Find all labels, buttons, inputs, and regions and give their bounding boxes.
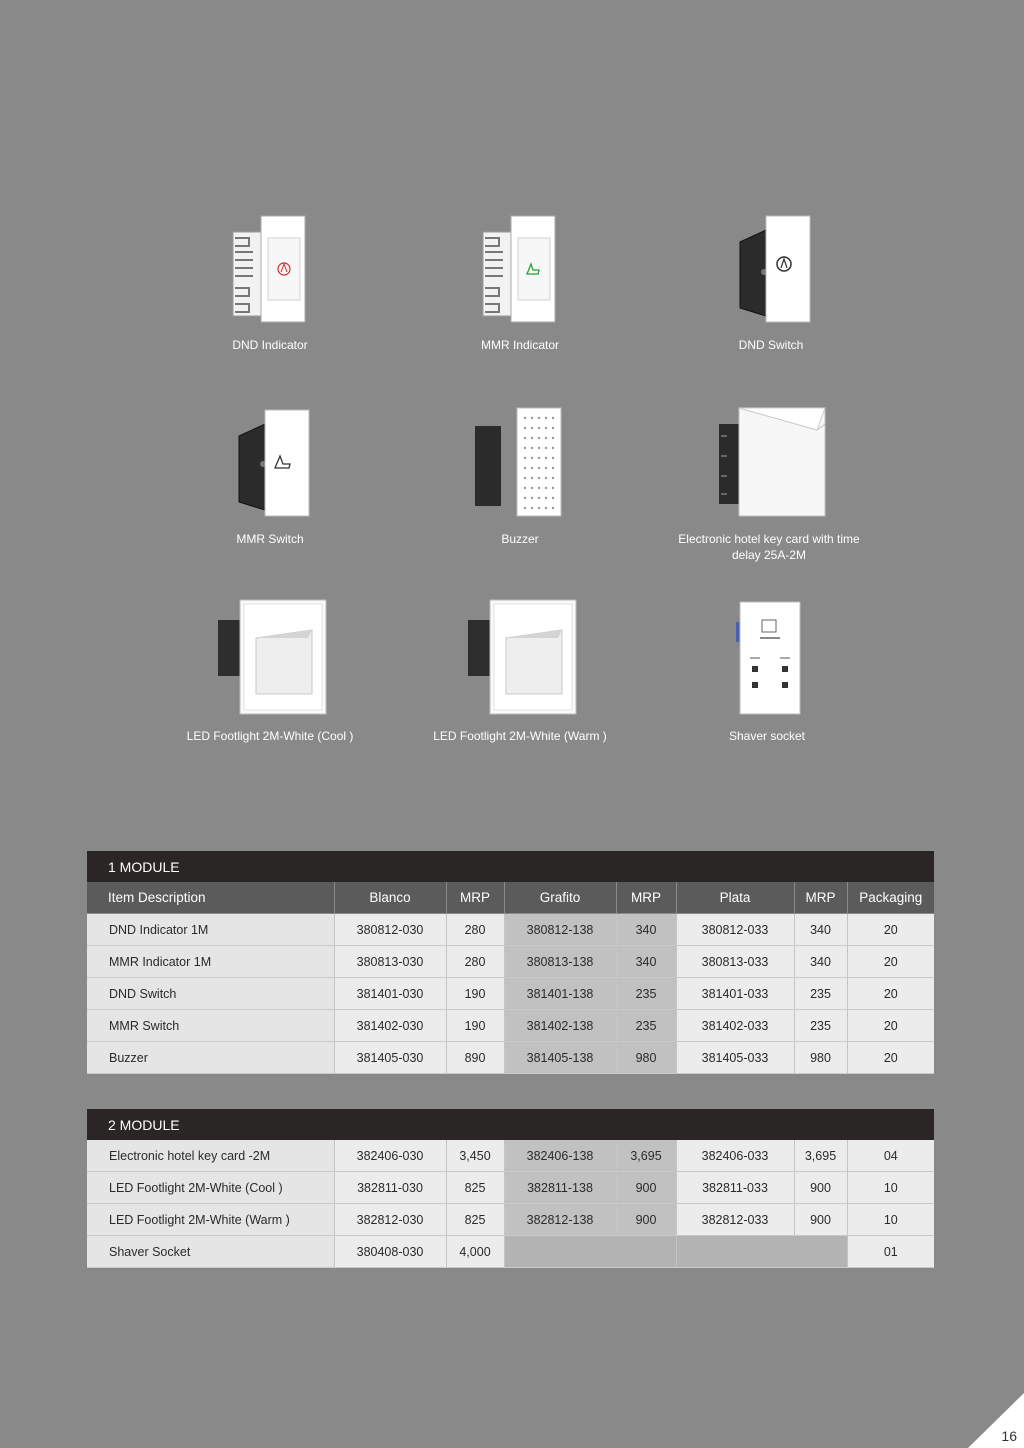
table-cell: 380408-030: [334, 1236, 446, 1268]
table-cell: LED Footlight 2M-White (Cool ): [87, 1172, 334, 1204]
product-mmr-indicator: [420, 212, 620, 353]
led-footlight-warm-icon: [460, 598, 580, 718]
led-footlight-cool-icon: [210, 598, 330, 718]
buzzer-device-icon: [475, 406, 565, 521]
table-cell: 381402-030: [334, 1010, 446, 1042]
column-header: MRP: [794, 882, 847, 914]
key-card-device-icon: [709, 406, 829, 521]
table-title: 2 MODULE: [87, 1109, 934, 1140]
table-cell: 340: [794, 914, 847, 946]
table-cell: 382406-138: [504, 1140, 616, 1172]
table-cell: 20: [847, 946, 934, 978]
table-cell: 381405-033: [676, 1042, 794, 1074]
table-cell: 382812-138: [504, 1204, 616, 1236]
table-cell: 190: [446, 1010, 504, 1042]
table-cell: 20: [847, 1042, 934, 1074]
table-cell: 20: [847, 914, 934, 946]
table-cell: 381402-033: [676, 1010, 794, 1042]
table-cell: 340: [794, 946, 847, 978]
table-cell: 235: [616, 1010, 676, 1042]
table-cell: 10: [847, 1204, 934, 1236]
column-header: MRP: [616, 882, 676, 914]
table-cell: 381401-033: [676, 978, 794, 1010]
column-header: Item Description: [87, 882, 334, 914]
product-caption: Electronic hotel key card with time delay 25A-2M: [678, 532, 860, 562]
table-cell: Shaver Socket: [87, 1236, 334, 1268]
product-buzzer: [420, 406, 620, 547]
table-cell: 381405-138: [504, 1042, 616, 1074]
table-cell: 900: [794, 1172, 847, 1204]
table-cell: 381402-138: [504, 1010, 616, 1042]
table-cell: 382811-030: [334, 1172, 446, 1204]
table-cell: 900: [616, 1172, 676, 1204]
product-caption: DND Switch: [738, 338, 804, 352]
two-module-price-table: [87, 1109, 934, 1268]
table-cell: 235: [794, 1010, 847, 1042]
table-cell: 3,695: [794, 1140, 847, 1172]
table-cell: 380812-030: [334, 914, 446, 946]
table-cell: 382406-030: [334, 1140, 446, 1172]
table-row: [87, 1236, 934, 1268]
empty-cell: [504, 1236, 676, 1268]
table-cell: Electronic hotel key card -2M: [87, 1140, 334, 1172]
table-cell: 382406-033: [676, 1140, 794, 1172]
product-caption: Shaver socket: [728, 729, 806, 743]
product-shaver-socket: [667, 598, 867, 744]
table-row: [87, 946, 934, 978]
table-cell: 380813-138: [504, 946, 616, 978]
product-key-card: [669, 406, 869, 563]
table-row: [87, 1042, 934, 1074]
table-cell: 900: [794, 1204, 847, 1236]
table-cell: 382811-138: [504, 1172, 616, 1204]
table-cell: Buzzer: [87, 1042, 334, 1074]
product-caption: Buzzer: [501, 532, 539, 546]
table-row: [87, 1204, 934, 1236]
product-caption: MMR Indicator: [480, 338, 560, 352]
table-cell: 01: [847, 1236, 934, 1268]
column-header: Grafito: [504, 882, 616, 914]
mmr-switch-device-icon: [225, 406, 315, 521]
product-mmr-switch: [170, 406, 370, 547]
table-cell: 380813-033: [676, 946, 794, 978]
product-caption: LED Footlight 2M-White (Cool ): [186, 729, 354, 743]
table-cell: 235: [616, 978, 676, 1010]
table-cell: 3,695: [616, 1140, 676, 1172]
product-led-footlight-warm: [420, 598, 620, 744]
table-cell: 980: [616, 1042, 676, 1074]
page-number-corner: [954, 1393, 1024, 1448]
table-cell: 4,000: [446, 1236, 504, 1268]
table-cell: 382812-033: [676, 1204, 794, 1236]
table-cell: 382811-033: [676, 1172, 794, 1204]
column-header: Plata: [676, 882, 794, 914]
table-cell: MMR Indicator 1M: [87, 946, 334, 978]
one-module-price-table: [87, 851, 934, 1074]
table-cell: 3,450: [446, 1140, 504, 1172]
column-header: Blanco: [334, 882, 446, 914]
table-cell: 280: [446, 946, 504, 978]
table-cell: 980: [794, 1042, 847, 1074]
table-cell: 340: [616, 914, 676, 946]
table-row: [87, 1172, 934, 1204]
table-cell: 825: [446, 1204, 504, 1236]
table-cell: DND Switch: [87, 978, 334, 1010]
table-row: [87, 1010, 934, 1042]
page-number: 16: [1001, 1428, 1017, 1444]
shaver-socket-icon: [722, 598, 812, 718]
product-caption: DND Indicator: [232, 338, 308, 352]
table-cell: 280: [446, 914, 504, 946]
table-row: [87, 1140, 934, 1172]
table-cell: 380813-030: [334, 946, 446, 978]
column-header: MRP: [446, 882, 504, 914]
table-cell: 825: [446, 1172, 504, 1204]
table-title: 1 MODULE: [87, 851, 934, 882]
product-caption: LED Footlight 2M-White (Warm ): [433, 729, 607, 743]
table-cell: 890: [446, 1042, 504, 1074]
table-cell: 380812-033: [676, 914, 794, 946]
table-cell: 900: [616, 1204, 676, 1236]
table-cell: 381401-138: [504, 978, 616, 1010]
table-cell: 190: [446, 978, 504, 1010]
table-cell: 381405-030: [334, 1042, 446, 1074]
column-header: Packaging: [847, 882, 934, 914]
table-cell: MMR Switch: [87, 1010, 334, 1042]
dnd-indicator-device-icon: [225, 212, 315, 327]
table-cell: DND Indicator 1M: [87, 914, 334, 946]
product-led-footlight-cool: [170, 598, 370, 744]
table-row: [87, 914, 934, 946]
table-row: [87, 978, 934, 1010]
product-dnd-indicator: [170, 212, 370, 353]
table-cell: 382812-030: [334, 1204, 446, 1236]
table-cell: 20: [847, 1010, 934, 1042]
table-cell: LED Footlight 2M-White (Warm ): [87, 1204, 334, 1236]
table-cell: 20: [847, 978, 934, 1010]
table-cell: 235: [794, 978, 847, 1010]
table-cell: 340: [616, 946, 676, 978]
product-caption: MMR Switch: [236, 532, 304, 546]
empty-cell: [676, 1236, 847, 1268]
table-cell: 10: [847, 1172, 934, 1204]
table-cell: 381401-030: [334, 978, 446, 1010]
dnd-switch-device-icon: [726, 212, 816, 327]
table-cell: 04: [847, 1140, 934, 1172]
product-dnd-switch: [671, 212, 871, 353]
mmr-indicator-device-icon: [475, 212, 565, 327]
table-cell: 380812-138: [504, 914, 616, 946]
